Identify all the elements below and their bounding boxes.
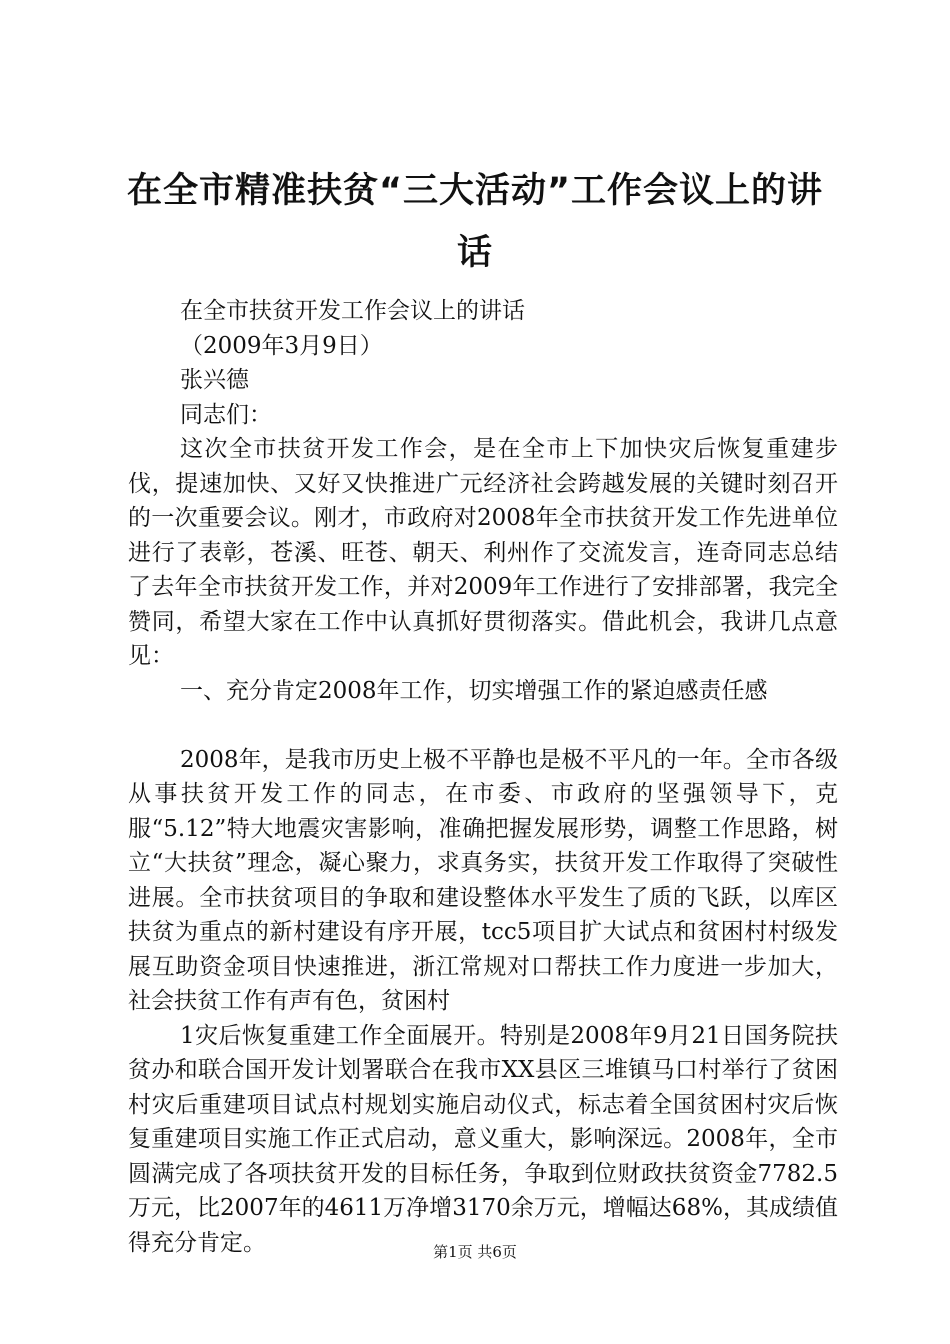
section-heading: 一、充分肯定2008年工作，切实增强工作的紧迫感责任感 <box>180 677 768 704</box>
paragraph-intro: 这次全市扶贫开发工作会，是在全市上下加快灾后恢复重建步伐，提速加快、又好又快推进广元经济社会跨越发展的关键时刻召开的一次重要会议。刚才，市政府对2008年全市扶贫开发工作先进单位进行了表彰，苍溪、旺苍、朝天、利州作了交流发言，连奇同志总结了去年全市扶贫开发工作，并对2009年工作进行了安排部署，我完全赞同，希望大家在工作中认真抓好贯彻落实。借此机会，我讲几点意见： <box>128 436 838 669</box>
salutation: 同志们： <box>180 401 272 428</box>
speaker-name: 张兴德 <box>180 367 249 393</box>
document-title: 在全市精准扶贫“三大活动”工作会议上的讲话 <box>126 171 823 273</box>
subtitle: 在全市扶贫开发工作会议上的讲话 <box>180 298 525 324</box>
document-body <box>128 294 838 1260</box>
speech-date: （2009年3月9日） <box>180 332 383 359</box>
page-footer: 第1页 共6页 <box>433 1243 517 1261</box>
paragraph-2008-review: 2008年，是我市历史上极不平静也是极不平凡的一年。全市各级从事扶贫开发工作的同志，在市委、市政府的坚强领导下，克服“5.12”特大地震灾害影响，准确把握发展形势，调整工作思路，树立“大扶贫”理念，凝心聚力，求真务实，扶贫开发工作取得了突破性进展。全市扶贫项目的争取和建设整体水平发生了质的飞跃，以库区扶贫为重点的新村建设有序开展，tcc5项目扩大试点和贫困村村级发展互助资金项目快速推进，浙江常规对口帮扶工作力度进一步加大，社会扶贫工作有声有色，贫困村 <box>128 746 838 1014</box>
blank-line <box>128 708 838 743</box>
paragraph-reconstruction: 1灾后恢复重建工作全面展开。特别是2008年9月21日国务院扶贫办和联合国开发计划署联合在我市XX县区三堆镇马口村举行了贫困村灾后重建项目试点村规划实施启动仪式，标志着全国贫困村灾后恢复重建项目实施工作正式启动，意义重大，影响深远。2008年，全市圆满完成了各项扶贫开发的目标任务，争取到位财政扶贫资金7782.5万元，比2007年的4611万净增3170余万元，增幅达68%，其成绩值得充分肯定。 <box>128 1022 838 1256</box>
